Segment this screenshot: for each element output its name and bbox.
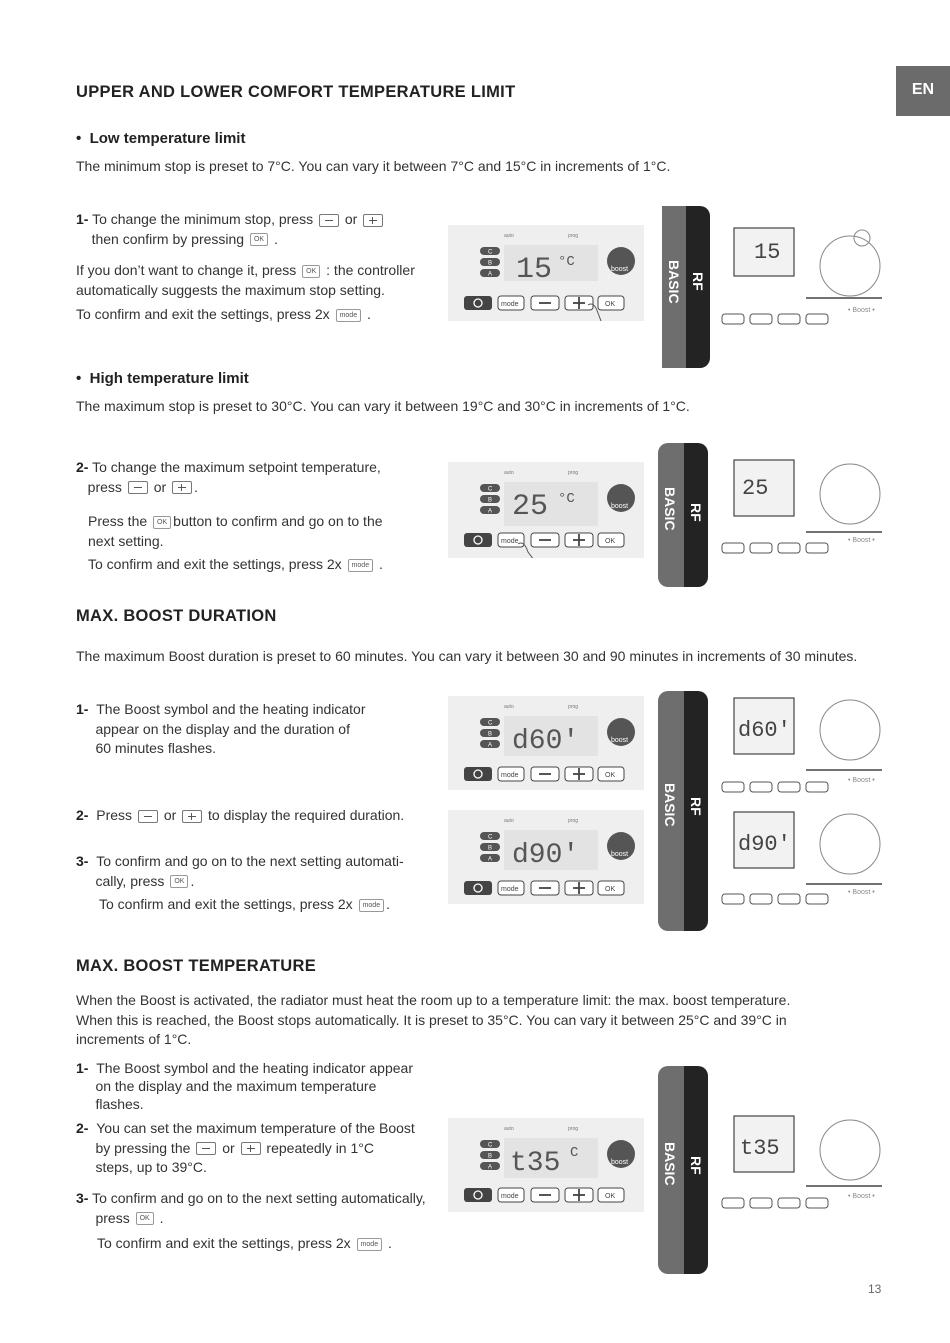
- prog-label: prog: [568, 818, 579, 824]
- svg-text:C: C: [570, 1145, 579, 1161]
- minus-key-icon: [138, 810, 158, 823]
- step-text: To confirm and go on to the next setting automatically,: [92, 1190, 426, 1206]
- plus-key-icon: [363, 214, 383, 227]
- step-text-c: flashes.: [95, 1096, 144, 1112]
- rf-controller-illustration-1: [720, 222, 882, 345]
- a-label: A: [488, 742, 493, 749]
- c-label: C: [488, 1142, 493, 1149]
- exit-text: To confirm and exit the settings, press 2x: [97, 1235, 351, 1251]
- or-text: or: [222, 1139, 235, 1156]
- exit-text: To confirm and exit the settings, press 2x: [99, 896, 353, 912]
- step-number: 1-: [76, 1060, 89, 1076]
- bt-step1: [76, 1059, 446, 1113]
- rf-sidebar: [684, 1066, 708, 1274]
- bd-step2: [76, 806, 404, 826]
- a-label: A: [488, 1164, 493, 1171]
- bd-exit: [99, 895, 390, 915]
- dont-text: If you don’t want to change it, press: [76, 262, 297, 278]
- mode-label: mode: [501, 538, 519, 545]
- rf-label: RF: [688, 797, 704, 816]
- press-text-c: next setting.: [88, 532, 164, 549]
- controller-illustration-4: [448, 810, 644, 909]
- rf-controller-illustration-2: [720, 456, 882, 567]
- boost-wheel-label: • Boost •: [848, 777, 875, 784]
- a-label: A: [488, 271, 493, 278]
- mode-key-icon: mode: [336, 309, 362, 322]
- basic-label: BASIC: [662, 1142, 678, 1186]
- mode-key-icon: mode: [359, 899, 385, 912]
- c-label: C: [488, 720, 493, 727]
- step-number: 3-: [76, 1190, 89, 1206]
- rf-lcd-display: d90': [738, 832, 791, 857]
- boost-wheel-label: • Boost •: [848, 1193, 875, 1200]
- or-text: or: [344, 211, 358, 227]
- step-text-b: press: [87, 478, 122, 495]
- lcd-display: d60': [512, 726, 580, 757]
- auto-label: auto: [504, 470, 514, 476]
- step-text-b: by pressing the: [95, 1139, 191, 1156]
- low-step1: [76, 210, 446, 249]
- subtitle-low: [76, 130, 245, 147]
- rf-lcd-display: t35: [740, 1136, 780, 1161]
- step-text: To change the minimum stop, press: [92, 211, 314, 227]
- exit-text: To confirm and exit the settings, press 2x: [88, 556, 342, 572]
- boost-temp-intro: [76, 991, 886, 1050]
- a-label: A: [488, 508, 493, 515]
- rf-lcd-display: d60': [738, 718, 791, 743]
- dot: .: [190, 872, 195, 889]
- rf-controller-illustration-4: [720, 804, 882, 915]
- basic-controller-icon: [448, 810, 644, 904]
- plus-key-icon: [241, 1142, 261, 1155]
- dot: .: [387, 1235, 392, 1251]
- boost-wheel-label: • Boost •: [848, 889, 875, 896]
- language-tab: EN: [896, 66, 950, 116]
- basic-sidebar: [662, 206, 686, 368]
- a-label: A: [488, 856, 493, 863]
- step-text: You can set the maximum temperature of the Boost: [96, 1120, 415, 1136]
- boost-wheel-label: • Boost •: [848, 537, 875, 544]
- step-text-b: press: [95, 1209, 130, 1226]
- rf-label: RF: [688, 503, 704, 522]
- step-text-b: to display the required duration.: [208, 807, 405, 823]
- svg-text:°C: °C: [558, 254, 575, 270]
- step-text: To change the maximum setpoint temperature,: [92, 459, 381, 475]
- subtitle-high: [76, 370, 249, 387]
- boost-label: boost: [611, 737, 629, 744]
- basic-controller-icon: [448, 462, 644, 558]
- step-text-b: cally, press: [95, 872, 165, 889]
- auto-label: auto: [504, 233, 514, 239]
- step-number: 2-: [76, 459, 89, 475]
- plus-key-icon: [172, 481, 192, 494]
- dot: .: [378, 556, 383, 572]
- b-label: B: [488, 260, 493, 267]
- c-label: C: [488, 249, 493, 256]
- basic-sidebar: [658, 443, 684, 587]
- dot: .: [386, 896, 390, 912]
- basic-label: BASIC: [662, 783, 678, 827]
- rf-controller-illustration-3: [720, 690, 882, 805]
- auto-label: auto: [504, 1126, 514, 1132]
- subtitle-high-text: High temperature limit: [89, 370, 249, 387]
- boost-label: boost: [611, 503, 629, 510]
- dot: .: [366, 306, 371, 322]
- lcd-display: 25: [512, 490, 549, 524]
- low-exit: [76, 305, 371, 325]
- or-text: or: [163, 807, 177, 823]
- svg-text:°C: °C: [558, 491, 575, 507]
- boost-wheel-label: • Boost •: [848, 307, 875, 314]
- step-text: The Boost symbol and the heating indicator: [96, 701, 366, 717]
- press-text: Press the: [88, 513, 148, 529]
- section-title-boost-duration: MAX. BOOST DURATION: [76, 607, 277, 625]
- rf-controller-icon: [720, 1110, 882, 1220]
- rf-label: RF: [690, 272, 706, 291]
- bullet: •: [76, 370, 82, 387]
- ok-label: OK: [605, 538, 616, 545]
- step-number: 1-: [76, 211, 89, 227]
- bd-step1: [76, 700, 446, 759]
- section-title-boost-temp: MAX. BOOST TEMPERATURE: [76, 957, 317, 975]
- high-exit: [88, 555, 383, 575]
- basic-label: BASIC: [662, 487, 678, 531]
- basic-sidebar: [658, 1066, 684, 1274]
- b-label: B: [488, 731, 493, 738]
- step-text-c: 60 minutes flashes.: [95, 740, 217, 756]
- step-text-c: repeatedly in 1°C: [266, 1139, 374, 1156]
- rf-controller-icon: [720, 222, 882, 340]
- page-number: 13: [868, 1282, 882, 1296]
- ok-key-icon: OK: [136, 1212, 154, 1225]
- bt-exit: [97, 1234, 392, 1254]
- step-text-b: appear on the display and the duration of: [95, 720, 350, 737]
- high-intro: The maximum stop is preset to 30°C. You can vary it between 19°C and 30°C in increments of 1°C.: [76, 398, 690, 414]
- mode-key-icon: mode: [357, 1238, 383, 1251]
- rf-sidebar: [686, 206, 710, 368]
- bullet: •: [76, 130, 82, 147]
- step-text-d: steps, up to 39°C.: [95, 1159, 207, 1175]
- ok-key-icon: OK: [170, 875, 188, 888]
- high-step2: [76, 458, 446, 497]
- step-number: 3-: [76, 853, 89, 869]
- lcd-display: 15: [516, 253, 553, 287]
- rf-controller-illustration-5: [720, 1110, 882, 1225]
- section-title-comfort: UPPER AND LOWER COMFORT TEMPERATURE LIMIT: [76, 83, 516, 101]
- boost-duration-intro: The maximum Boost duration is preset to 60 minutes. You can vary it between 30 and 90 minutes in increments of 30 minutes.: [76, 648, 858, 664]
- ok-key-icon: OK: [153, 516, 171, 529]
- basic-controller-icon: [448, 1118, 644, 1212]
- bt-step3: [76, 1189, 456, 1228]
- prog-label: prog: [568, 1126, 579, 1132]
- ok-label: OK: [605, 772, 616, 779]
- dot: .: [194, 478, 198, 495]
- exit-text: To confirm and exit the settings, press 2x: [76, 306, 330, 322]
- intro-line-3: increments of 1°C.: [76, 1031, 192, 1047]
- controller-illustration-1: [448, 225, 644, 326]
- boost-label: boost: [611, 851, 629, 858]
- intro-line-2: When this is reached, the Boost stops automatically. It is preset to 35°C. You can vary it between 25°C and 39°C in: [76, 1011, 787, 1028]
- minus-key-icon: [196, 1142, 216, 1155]
- high-press: [88, 512, 448, 551]
- dot: .: [274, 230, 278, 247]
- step-number: 2-: [76, 807, 89, 823]
- boost-label: boost: [611, 266, 629, 273]
- controller-illustration-2: [448, 462, 644, 563]
- rf-sidebar: [684, 691, 708, 931]
- low-intro: The minimum stop is preset to 7°C. You can vary it between 7°C and 15°C in increments of 1°C.: [76, 158, 671, 174]
- auto-label: auto: [504, 704, 514, 710]
- rf-lcd-display: 25: [742, 476, 769, 501]
- auto-label: auto: [504, 818, 514, 824]
- step-text-b: on the display and the maximum temperature: [95, 1078, 377, 1094]
- b-label: B: [488, 1153, 493, 1160]
- mode-label: mode: [501, 772, 519, 779]
- basic-controller-icon: [448, 225, 644, 321]
- ok-label: OK: [605, 886, 616, 893]
- dont-text-c: automatically suggests the maximum stop setting.: [76, 281, 385, 298]
- ok-label: OK: [605, 301, 616, 308]
- rf-lcd-display: 15: [754, 240, 781, 265]
- lcd-display: d90': [512, 840, 580, 871]
- mode-label: mode: [501, 301, 519, 308]
- b-label: B: [488, 497, 493, 504]
- intro-line-1: When the Boost is activated, the radiator must heat the room up to a temperature limit: the max. boost temperature.: [76, 992, 791, 1008]
- rf-controller-icon: [720, 456, 882, 562]
- minus-key-icon: [128, 481, 148, 494]
- mode-key-icon: mode: [348, 559, 374, 572]
- prog-label: prog: [568, 233, 579, 239]
- step-number: 2-: [76, 1120, 89, 1136]
- step-text: The Boost symbol and the heating indicator appear: [96, 1060, 413, 1076]
- bt-step2: [76, 1119, 446, 1178]
- dot: .: [159, 1209, 164, 1226]
- ok-label: OK: [605, 1193, 616, 1200]
- controller-illustration-3: [448, 696, 644, 795]
- mode-label: mode: [501, 1193, 519, 1200]
- rf-label: RF: [688, 1156, 704, 1175]
- rf-sidebar: [684, 443, 708, 587]
- step-text: To confirm and go on to the next setting automati-: [96, 853, 404, 869]
- ok-key-icon: OK: [250, 233, 268, 246]
- b-label: B: [488, 845, 493, 852]
- low-dont: [76, 261, 446, 300]
- step-text: Press: [96, 807, 133, 823]
- basic-sidebar: [658, 691, 684, 931]
- c-label: C: [488, 834, 493, 841]
- ok-key-icon: OK: [302, 265, 320, 278]
- basic-label: BASIC: [666, 260, 682, 304]
- dont-text-b: : the controller: [326, 262, 415, 278]
- prog-label: prog: [568, 470, 579, 476]
- or-text: or: [153, 478, 167, 495]
- press-text-b: button to confirm and go on to the: [173, 513, 383, 529]
- basic-controller-icon: [448, 696, 644, 790]
- boost-label: boost: [611, 1159, 629, 1166]
- lcd-display: t35: [510, 1148, 561, 1179]
- rf-controller-icon: [720, 690, 882, 800]
- plus-key-icon: [182, 810, 202, 823]
- rf-controller-icon: [720, 804, 882, 910]
- c-label: C: [488, 486, 493, 493]
- bd-step3: [76, 852, 446, 891]
- step-number: 1-: [76, 701, 89, 717]
- mode-label: mode: [501, 886, 519, 893]
- controller-illustration-5: [448, 1118, 644, 1217]
- step-text: then confirm by pressing: [91, 230, 245, 247]
- minus-key-icon: [319, 214, 339, 227]
- subtitle-low-text: Low temperature limit: [89, 130, 246, 147]
- prog-label: prog: [568, 704, 579, 710]
